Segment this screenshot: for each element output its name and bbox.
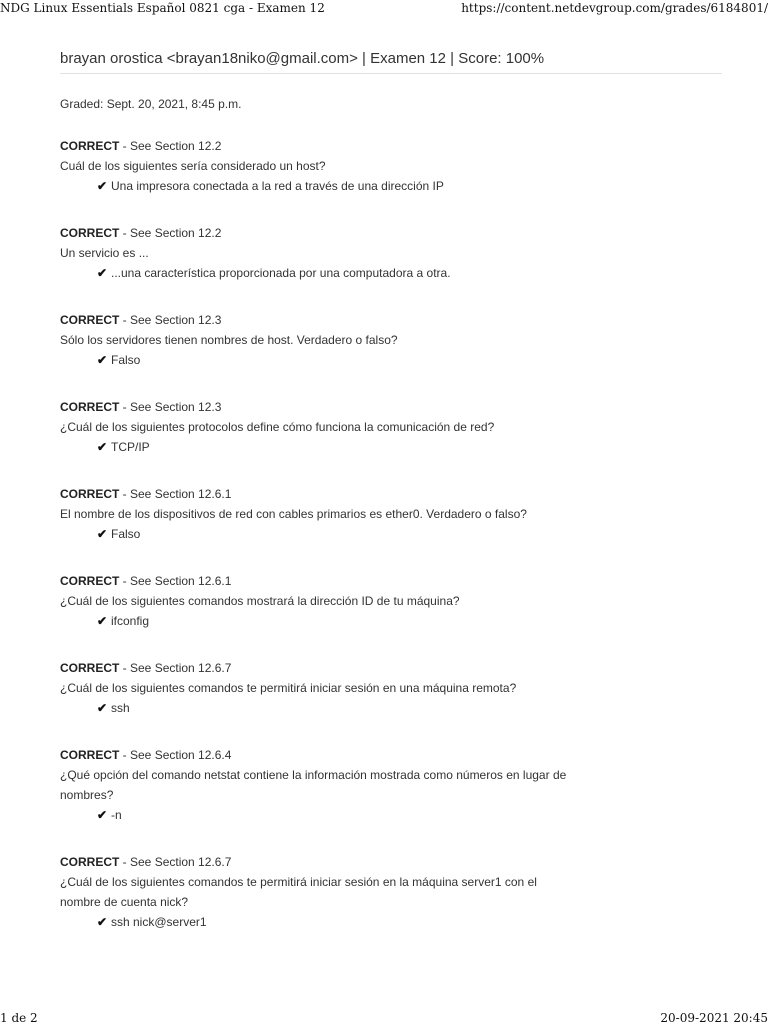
- question-status-line: [60, 397, 580, 417]
- section-reference: - See Section 12.6.7: [119, 855, 232, 869]
- question-text: Sólo los servidores tienen nombres de host. Verdadero o falso?: [60, 333, 398, 347]
- question-item: [60, 397, 580, 457]
- question-item: [60, 852, 580, 932]
- answer-line: [60, 698, 580, 718]
- answer-line: [60, 805, 580, 825]
- question-text: Un servicio es ...: [60, 246, 149, 260]
- checkmark-icon: ✔: [97, 701, 108, 715]
- question-status-line: [60, 136, 580, 156]
- question-status-line: [60, 223, 580, 243]
- checkmark-icon: ✔: [97, 440, 108, 454]
- answer-text: ifconfig: [111, 614, 150, 628]
- graded-timestamp: Graded: Sept. 20, 2021, 8:45 p.m.: [60, 97, 242, 111]
- answer-text: ssh: [111, 701, 130, 715]
- checkmark-icon: ✔: [97, 808, 108, 822]
- question-text: ¿Cuál de los siguientes comandos te permitirá iniciar sesión en una máquina remota?: [60, 681, 517, 695]
- checkmark-icon: ✔: [97, 353, 108, 367]
- answer-line: [60, 524, 580, 544]
- section-reference: - See Section 12.3: [119, 313, 222, 327]
- section-reference: - See Section 12.3: [119, 400, 222, 414]
- question-status-line: [60, 484, 580, 504]
- print-datetime: 20-09-2021 20:45: [660, 1011, 768, 1025]
- answer-line: [60, 176, 580, 196]
- status-label: CORRECT: [60, 487, 120, 501]
- status-label: CORRECT: [60, 139, 120, 153]
- answer-line: [60, 350, 580, 370]
- question-item: [60, 136, 580, 196]
- title-divider: [60, 73, 722, 74]
- checkmark-icon: ✔: [97, 915, 108, 929]
- section-reference: - See Section 12.6.4: [119, 748, 232, 762]
- answer-text: ssh nick@server1: [111, 915, 207, 929]
- section-reference: - See Section 12.6.1: [119, 574, 232, 588]
- answer-line: [60, 263, 580, 283]
- question-item: [60, 310, 580, 370]
- answer-text: TCP/IP: [111, 440, 150, 454]
- section-reference: - See Section 12.2: [119, 226, 222, 240]
- status-label: CORRECT: [60, 400, 120, 414]
- question-text: ¿Cuál de los siguientes comandos mostrará la dirección ID de tu máquina?: [60, 594, 460, 608]
- question-item: [60, 658, 580, 718]
- question-status-line: [60, 852, 580, 872]
- question-text: ¿Cuál de los siguientes protocolos define cómo funciona la comunicación de red?: [60, 420, 495, 434]
- page-url: https://content.netdevgroup.com/grades/6184801/: [461, 1, 768, 15]
- status-label: CORRECT: [60, 855, 120, 869]
- answer-text: Una impresora conectada a la red a través de una dirección IP: [111, 179, 444, 193]
- answer-line: [60, 912, 580, 932]
- question-text: Cuál de los siguientes sería considerado un host?: [60, 159, 326, 173]
- question-status-line: [60, 571, 580, 591]
- checkmark-icon: ✔: [97, 527, 108, 541]
- question-item: [60, 745, 580, 825]
- question-item: [60, 484, 580, 544]
- page-number: 1 de 2: [0, 1011, 38, 1025]
- status-label: CORRECT: [60, 574, 120, 588]
- answer-line: [60, 611, 580, 631]
- question-text: El nombre de los dispositivos de red con cables primarios es ether0. Verdadero o falso?: [60, 507, 527, 521]
- question-status-line: [60, 658, 580, 678]
- section-reference: - See Section 12.6.1: [119, 487, 232, 501]
- question-list: [60, 136, 580, 959]
- answer-text: Falso: [111, 353, 141, 367]
- checkmark-icon: ✔: [97, 614, 108, 628]
- answer-text: Falso: [111, 527, 141, 541]
- answer-text: ...una característica proporcionada por una computadora a otra.: [111, 266, 451, 280]
- answer-text: -n: [111, 808, 122, 822]
- question-status-line: [60, 310, 580, 330]
- question-item: [60, 571, 580, 631]
- status-label: CORRECT: [60, 748, 120, 762]
- question-status-line: [60, 745, 580, 765]
- answer-line: [60, 437, 580, 457]
- status-label: CORRECT: [60, 226, 120, 240]
- checkmark-icon: ✔: [97, 179, 108, 193]
- question-text: ¿Cuál de los siguientes comandos te permitirá iniciar sesión en la máquina server1 con el nombre de cuenta nick?: [60, 875, 537, 909]
- print-header: [0, 0, 768, 18]
- question-item: [60, 223, 580, 283]
- question-text: ¿Qué opción del comando netstat contiene la información mostrada como números en lugar de nombres?: [60, 768, 567, 802]
- checkmark-icon: ✔: [97, 266, 108, 280]
- status-label: CORRECT: [60, 661, 120, 675]
- document-title: NDG Linux Essentials Español 0821 cga - Examen 12: [0, 1, 325, 15]
- page-title: brayan orostica <brayan18niko@gmail.com> | Examen 12 | Score: 100%: [60, 50, 545, 67]
- print-footer: [0, 1008, 768, 1026]
- status-label: CORRECT: [60, 313, 120, 327]
- section-reference: - See Section 12.6.7: [119, 661, 232, 675]
- section-reference: - See Section 12.2: [119, 139, 222, 153]
